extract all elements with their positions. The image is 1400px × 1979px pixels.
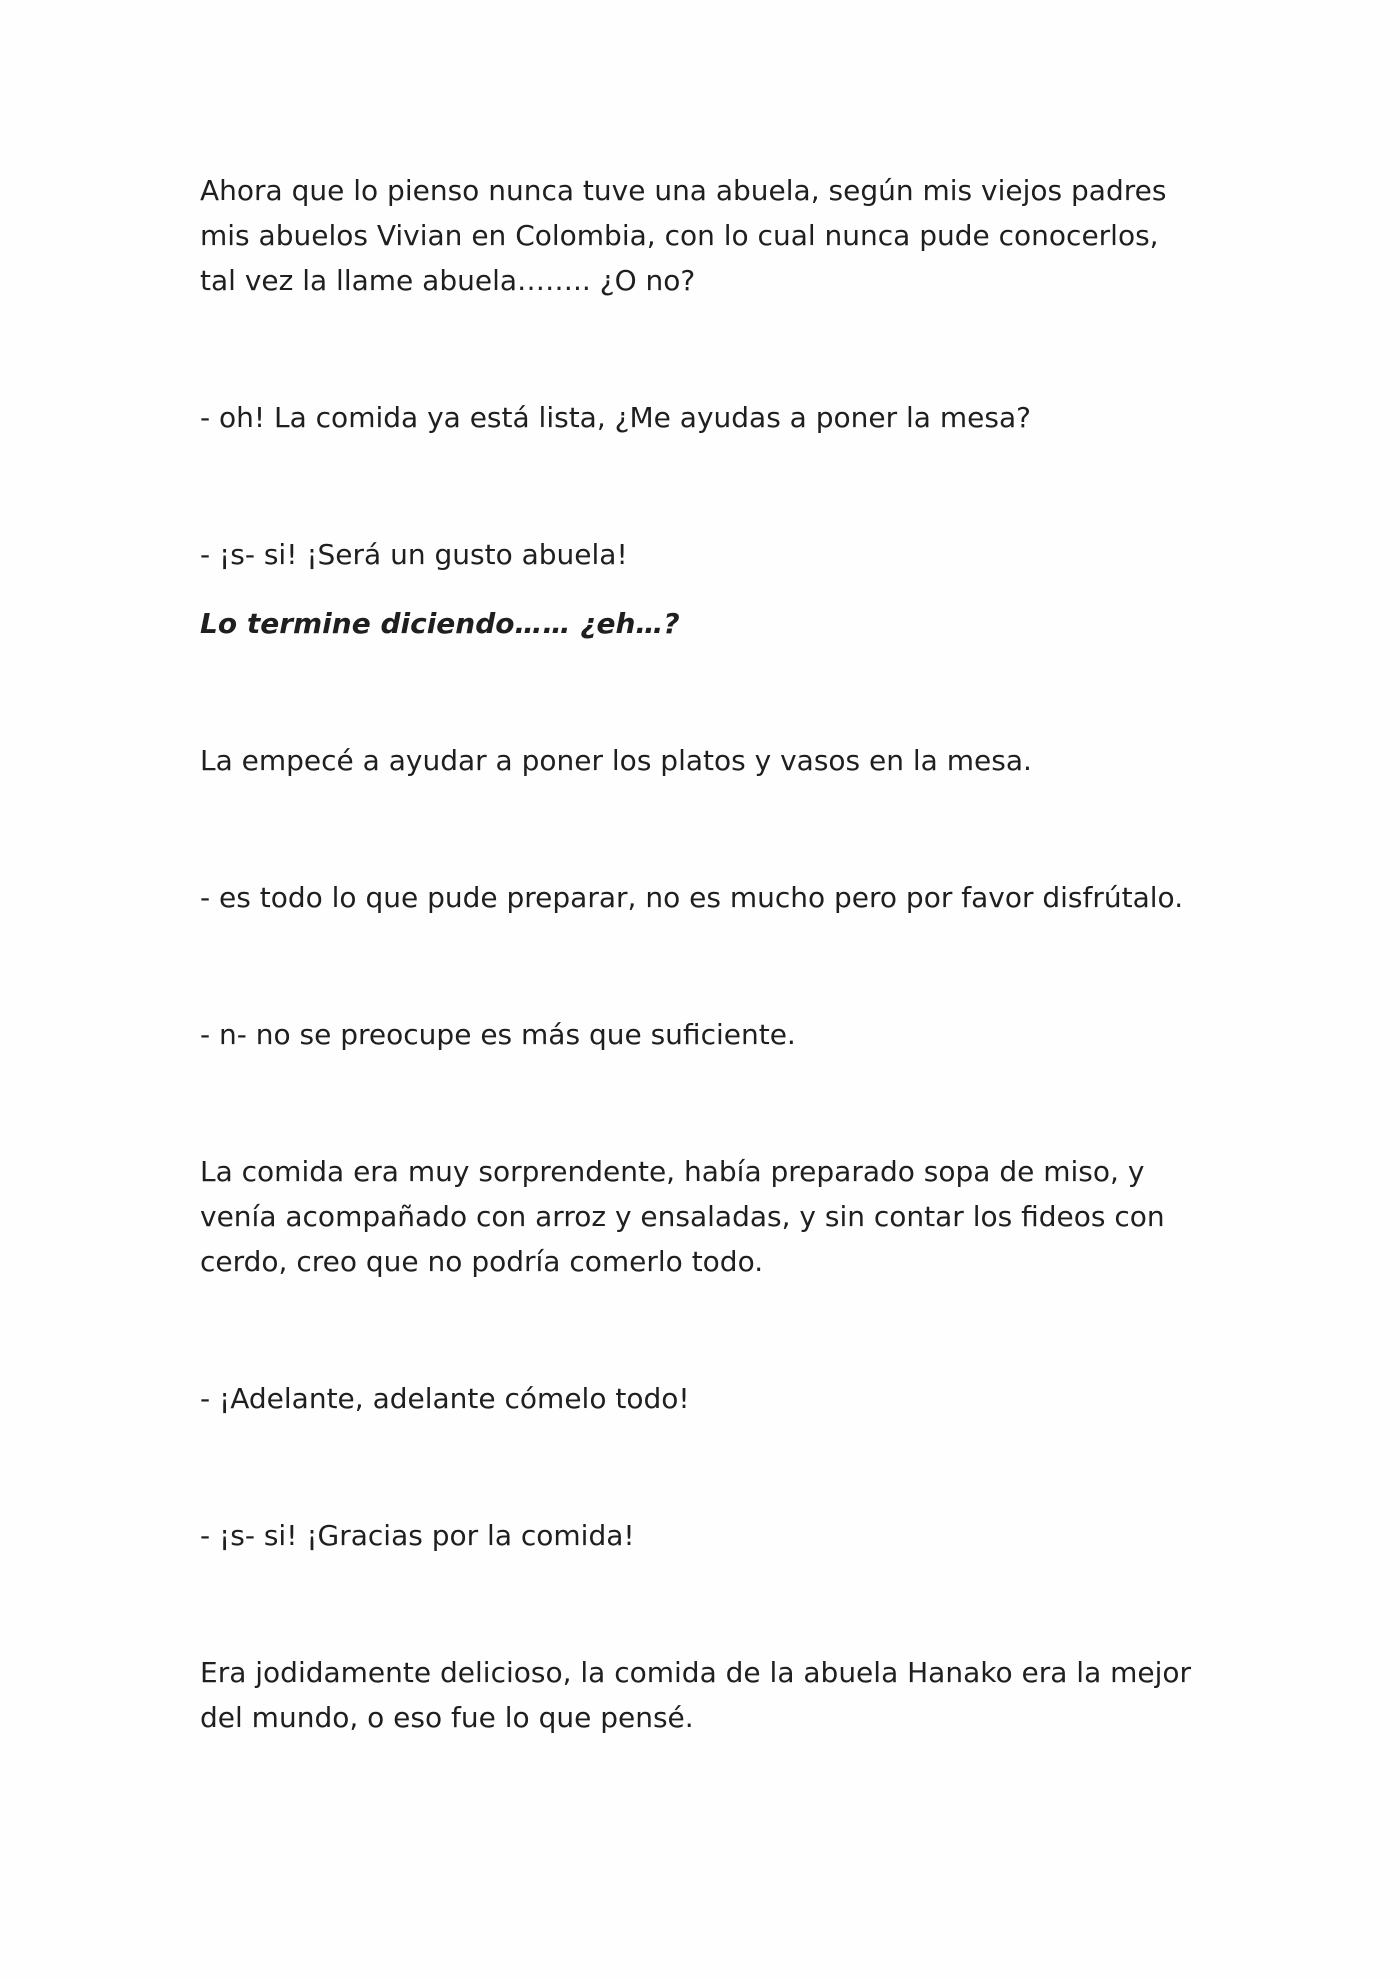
paragraph-dialogue-1: - oh! La comida ya está lista, ¿Me ayudas a poner la mesa? <box>200 401 1031 434</box>
paragraph-emphasis: Lo termine diciendo…… ¿eh…? <box>200 607 680 640</box>
paragraph-narration-2: La empecé a ayudar a poner los platos y vasos en la mesa. <box>200 744 1032 777</box>
paragraph-narration-3: La comida era muy sorprendente, había preparado sopa de miso, y venía acompañado con arroz y ensaladas, y sin contar los fideos con cerdo, creo que no podría comerlo todo. <box>200 1155 1165 1278</box>
paragraph-dialogue-5: - ¡Adelante, adelante cómelo todo! <box>200 1382 690 1415</box>
paragraph-dialogue-4: - n- no se preocupe es más que suficiente. <box>200 1018 796 1051</box>
paragraph-dialogue-3: - es todo lo que pude preparar, no es mucho pero por favor disfrútalo. <box>200 881 1184 914</box>
paragraph-narration-4: Era jodidamente delicioso, la comida de la abuela Hanako era la mejor del mundo, o eso fue lo que pensé. <box>200 1656 1192 1734</box>
document-body <box>200 168 1200 1740</box>
paragraph-dialogue-2: - ¡s- si! ¡Será un gusto abuela! <box>200 538 628 571</box>
paragraph-narration-1: Ahora que lo pienso nunca tuve una abuela, según mis viejos padres mis abuelos Vivian en Colombia, con lo cual nunca pude conocerlos, tal vez la llame abuela…….. ¿O no? <box>200 174 1167 297</box>
paragraph-dialogue-6: - ¡s- si! ¡Gracias por la comida! <box>200 1519 635 1552</box>
